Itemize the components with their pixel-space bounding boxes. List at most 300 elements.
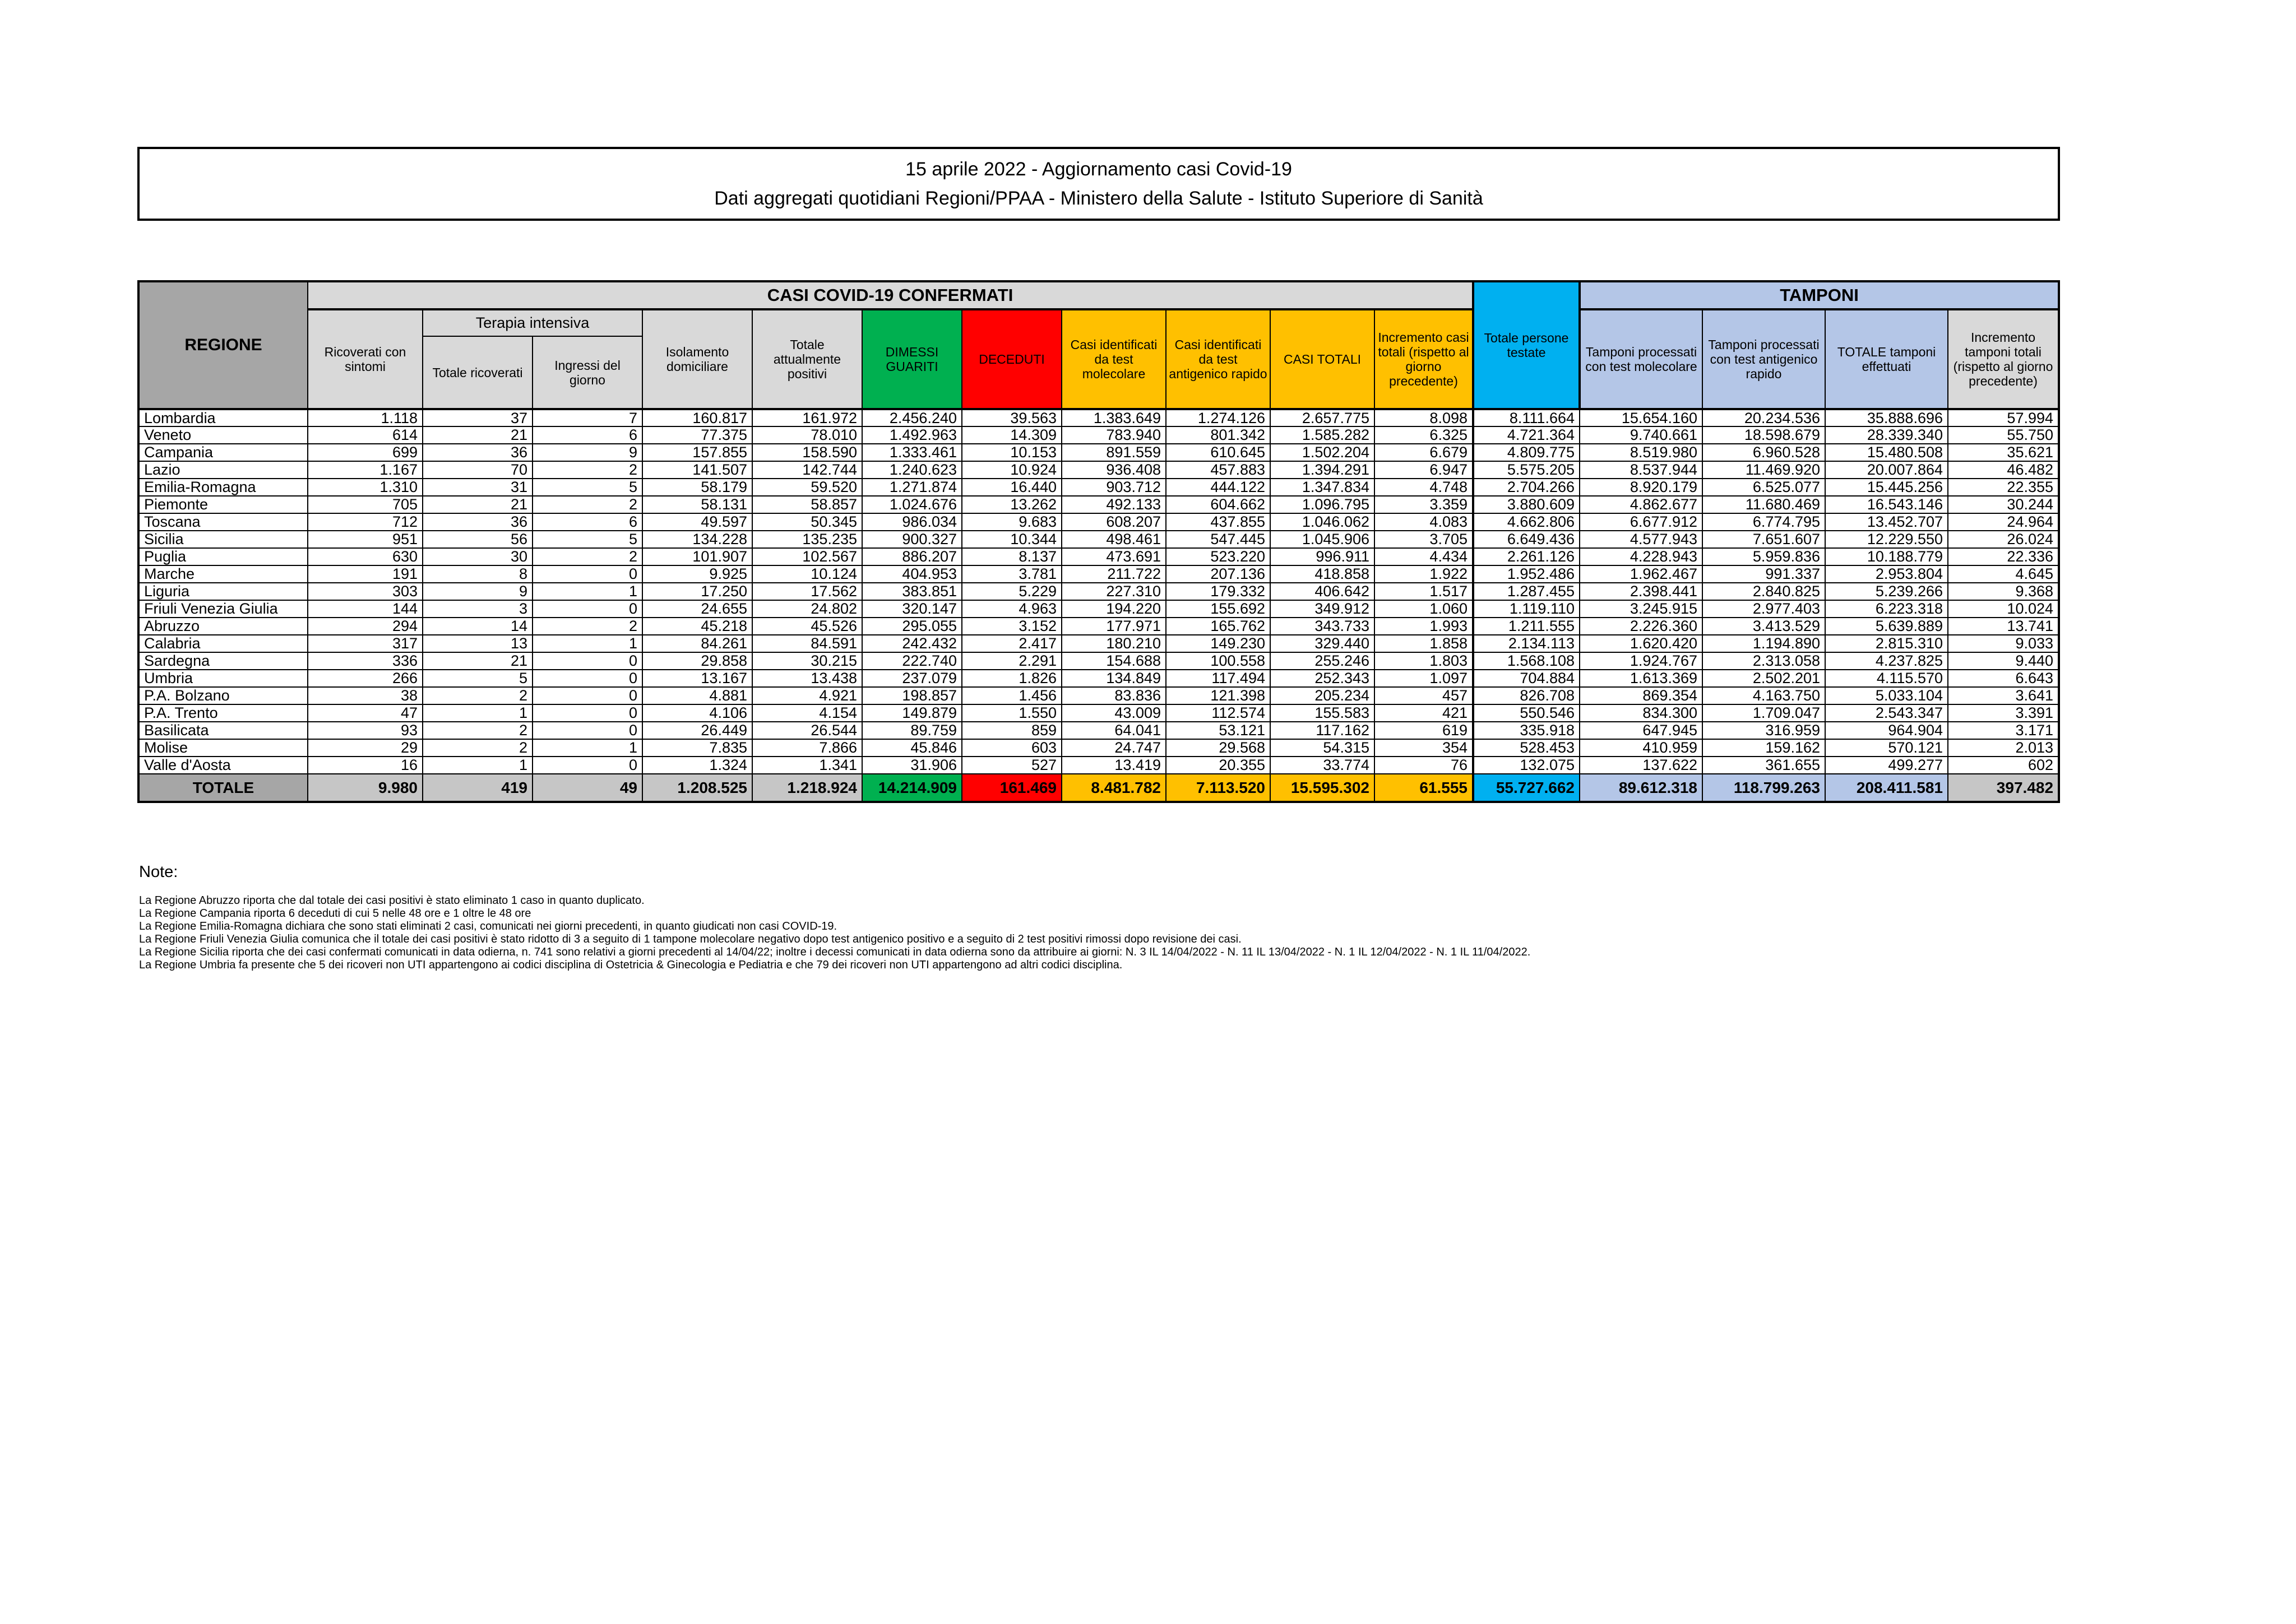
value-cell: 4.748 <box>1374 479 1473 496</box>
value-cell: 418.858 <box>1270 565 1374 583</box>
value-cell: 4.577.943 <box>1580 531 1702 548</box>
value-cell: 10.124 <box>752 565 862 583</box>
region-name: Sicilia <box>138 531 308 548</box>
value-cell: 2.226.360 <box>1580 618 1702 635</box>
value-cell: 406.642 <box>1270 583 1374 600</box>
value-cell: 9.368 <box>1948 583 2059 600</box>
value-cell: 801.342 <box>1166 426 1270 444</box>
value-cell: 4.083 <box>1374 513 1473 531</box>
value-cell: 2.417 <box>962 635 1062 652</box>
value-cell: 1.568.108 <box>1473 652 1580 670</box>
col-header-totale-tamponi: TOTALE tamponi effettuati <box>1825 309 1948 409</box>
value-cell: 317 <box>308 635 423 652</box>
value-cell: 1.517 <box>1374 583 1473 600</box>
value-cell: 180.210 <box>1062 635 1166 652</box>
value-cell: 1.119.110 <box>1473 600 1580 618</box>
value-cell: 102.567 <box>752 548 862 565</box>
value-cell: 712 <box>308 513 423 531</box>
value-cell: 457 <box>1374 687 1473 704</box>
value-cell: 1.492.963 <box>862 426 962 444</box>
value-cell: 45.218 <box>642 618 752 635</box>
value-cell: 36 <box>423 513 533 531</box>
value-cell: 59.520 <box>752 479 862 496</box>
value-cell: 1.962.467 <box>1580 565 1702 583</box>
value-cell: 996.911 <box>1270 548 1374 565</box>
value-cell: 1 <box>423 757 533 774</box>
value-cell: 614 <box>308 426 423 444</box>
value-cell: 208.411.581 <box>1825 774 1948 802</box>
table-row <box>138 565 2059 583</box>
value-cell: 1.922 <box>1374 565 1473 583</box>
value-cell: 404.953 <box>862 565 962 583</box>
value-cell: 207.136 <box>1166 565 1270 583</box>
value-cell: 35.621 <box>1948 444 2059 461</box>
value-cell: 619 <box>1374 722 1473 739</box>
value-cell: 7.651.607 <box>1702 531 1825 548</box>
value-cell: 2.977.403 <box>1702 600 1825 618</box>
value-cell: 89.612.318 <box>1580 774 1702 802</box>
value-cell: 397.482 <box>1948 774 2059 802</box>
value-cell: 0 <box>533 670 642 687</box>
value-cell: 56 <box>423 531 533 548</box>
value-cell: 118.799.263 <box>1702 774 1825 802</box>
value-cell: 6.643 <box>1948 670 2059 687</box>
table-row <box>138 496 2059 513</box>
value-cell: 14 <box>423 618 533 635</box>
region-name: Sardegna <box>138 652 308 670</box>
value-cell: 54.315 <box>1270 739 1374 757</box>
table-row <box>138 426 2059 444</box>
note-line: La Regione Emilia-Romagna dichiara che sono stati eliminati 2 casi, comunicati nei giorni precedenti, in quanto giudicati non casi COVID-19. <box>139 920 837 932</box>
value-cell: 24.802 <box>752 600 862 618</box>
value-cell: 50.345 <box>752 513 862 531</box>
value-cell: 38 <box>308 687 423 704</box>
value-cell: 17.562 <box>752 583 862 600</box>
col-header-dimessi-guariti: DIMESSI GUARITI <box>862 309 962 409</box>
value-cell: 3.391 <box>1948 704 2059 722</box>
value-cell: 3.880.609 <box>1473 496 1580 513</box>
value-cell: 26.024 <box>1948 531 2059 548</box>
value-cell: 2.657.775 <box>1270 409 1374 426</box>
value-cell: 4.963 <box>962 600 1062 618</box>
value-cell: 22.355 <box>1948 479 2059 496</box>
region-name: Toscana <box>138 513 308 531</box>
value-cell: 1.274.126 <box>1166 409 1270 426</box>
value-cell: 5.239.266 <box>1825 583 1948 600</box>
value-cell: 1.287.455 <box>1473 583 1580 600</box>
value-cell: 159.162 <box>1702 739 1825 757</box>
value-cell: 11.469.920 <box>1702 461 1825 479</box>
table-body <box>138 409 2059 802</box>
value-cell: 6 <box>533 513 642 531</box>
value-cell: 141.507 <box>642 461 752 479</box>
value-cell: 177.971 <box>1062 618 1166 635</box>
value-cell: 14.309 <box>962 426 1062 444</box>
col-header-persone-testate: Totale persone testate <box>1473 281 1580 409</box>
value-cell: 1.118 <box>308 409 423 426</box>
value-cell: 3.781 <box>962 565 1062 583</box>
value-cell: 1.952.486 <box>1473 565 1580 583</box>
col-header-incremento-tamponi: Incremento tamponi totali (rispetto al giorno precedente) <box>1948 309 2059 409</box>
value-cell: 2 <box>423 722 533 739</box>
value-cell: 144 <box>308 600 423 618</box>
value-cell: 3.413.529 <box>1702 618 1825 635</box>
value-cell: 3 <box>423 600 533 618</box>
value-cell: 26.449 <box>642 722 752 739</box>
value-cell: 191 <box>308 565 423 583</box>
region-name: Lazio <box>138 461 308 479</box>
value-cell: 24.964 <box>1948 513 2059 531</box>
value-cell: 608.207 <box>1062 513 1166 531</box>
value-cell: 222.740 <box>862 652 962 670</box>
value-cell: 84.261 <box>642 635 752 652</box>
region-name: Valle d'Aosta <box>138 757 308 774</box>
value-cell: 4.115.570 <box>1825 670 1948 687</box>
value-cell: 2.840.825 <box>1702 583 1825 600</box>
value-cell: 161.469 <box>962 774 1062 802</box>
region-name: P.A. Trento <box>138 704 308 722</box>
value-cell: 383.851 <box>862 583 962 600</box>
value-cell: 1.347.834 <box>1270 479 1374 496</box>
value-cell: 211.722 <box>1062 565 1166 583</box>
value-cell: 421 <box>1374 704 1473 722</box>
value-cell: 2.502.201 <box>1702 670 1825 687</box>
value-cell: 134.228 <box>642 531 752 548</box>
value-cell: 31.906 <box>862 757 962 774</box>
value-cell: 1.613.369 <box>1580 670 1702 687</box>
value-cell: 55.727.662 <box>1473 774 1580 802</box>
value-cell: 205.234 <box>1270 687 1374 704</box>
value-cell: 1.310 <box>308 479 423 496</box>
value-cell: 8.920.179 <box>1580 479 1702 496</box>
table-row <box>138 479 2059 496</box>
value-cell: 252.343 <box>1270 670 1374 687</box>
value-cell: 13.262 <box>962 496 1062 513</box>
value-cell: 21 <box>423 496 533 513</box>
value-cell: 36 <box>423 444 533 461</box>
table-row <box>138 513 2059 531</box>
value-cell: 410.959 <box>1580 739 1702 757</box>
value-cell: 699 <box>308 444 423 461</box>
col-header-tamponi-molecolare: Tamponi processati con test molecolare <box>1580 309 1702 409</box>
value-cell: 15.445.256 <box>1825 479 1948 496</box>
value-cell: 2 <box>533 461 642 479</box>
value-cell: 0 <box>533 722 642 739</box>
value-cell: 20.355 <box>1166 757 1270 774</box>
value-cell: 1.826 <box>962 670 1062 687</box>
value-cell: 5.639.889 <box>1825 618 1948 635</box>
value-cell: 1.240.623 <box>862 461 962 479</box>
value-cell: 2.815.310 <box>1825 635 1948 652</box>
value-cell: 3.641 <box>1948 687 2059 704</box>
value-cell: 9.683 <box>962 513 1062 531</box>
value-cell: 9.440 <box>1948 652 2059 670</box>
value-cell: 1.803 <box>1374 652 1473 670</box>
value-cell: 4.881 <box>642 687 752 704</box>
table-row <box>138 444 2059 461</box>
note-line: La Regione Friuli Venezia Giulia comunica che il totale dei casi positivi è stato ridotto di 3 a seguito di 1 tampone molecolare negativo dopo test antigenico positivo e a seguito di 2 test positivi rimossi dopo revisione dei casi. <box>139 933 1242 945</box>
value-cell: 4.809.775 <box>1473 444 1580 461</box>
value-cell: 2 <box>533 496 642 513</box>
table-row <box>138 409 2059 426</box>
value-cell: 457.883 <box>1166 461 1270 479</box>
value-cell: 9.033 <box>1948 635 2059 652</box>
table-row <box>138 600 2059 618</box>
value-cell: 76 <box>1374 757 1473 774</box>
value-cell: 3.359 <box>1374 496 1473 513</box>
value-cell: 647.945 <box>1580 722 1702 739</box>
value-cell: 0 <box>533 704 642 722</box>
value-cell: 16 <box>308 757 423 774</box>
value-cell: 101.907 <box>642 548 752 565</box>
value-cell: 142.744 <box>752 461 862 479</box>
col-header-casi-antigenico: Casi identificati da test antigenico rapido <box>1166 309 1270 409</box>
value-cell: 1.550 <box>962 704 1062 722</box>
value-cell: 834.300 <box>1580 704 1702 722</box>
value-cell: 4.662.806 <box>1473 513 1580 531</box>
value-cell: 6 <box>533 426 642 444</box>
value-cell: 14.214.909 <box>862 774 962 802</box>
value-cell: 498.461 <box>1062 531 1166 548</box>
region-name: Calabria <box>138 635 308 652</box>
col-header-tamponi-antigenico: Tamponi processati con test antigenico rapido <box>1702 309 1825 409</box>
table-row <box>138 739 2059 757</box>
value-cell: 16.440 <box>962 479 1062 496</box>
value-cell: 10.344 <box>962 531 1062 548</box>
value-cell: 419 <box>423 774 533 802</box>
value-cell: 0 <box>533 652 642 670</box>
table-row <box>138 548 2059 565</box>
value-cell: 361.655 <box>1702 757 1825 774</box>
col-header-casi-totali: CASI TOTALI <box>1270 309 1374 409</box>
value-cell: 2 <box>423 739 533 757</box>
value-cell: 39.563 <box>962 409 1062 426</box>
value-cell: 29 <box>308 739 423 757</box>
table-header <box>138 281 2059 409</box>
value-cell: 13 <box>423 635 533 652</box>
col-header-ricoverati: Ricoverati con sintomi <box>308 309 423 409</box>
value-cell: 45.846 <box>862 739 962 757</box>
value-cell: 354 <box>1374 739 1473 757</box>
value-cell: 1.502.204 <box>1270 444 1374 461</box>
value-cell: 121.398 <box>1166 687 1270 704</box>
value-cell: 160.817 <box>642 409 752 426</box>
value-cell: 26.544 <box>752 722 862 739</box>
value-cell: 547.445 <box>1166 531 1270 548</box>
value-cell: 255.246 <box>1270 652 1374 670</box>
value-cell: 1 <box>533 739 642 757</box>
value-cell: 316.959 <box>1702 722 1825 739</box>
value-cell: 30.215 <box>752 652 862 670</box>
value-cell: 64.041 <box>1062 722 1166 739</box>
value-cell: 53.121 <box>1166 722 1270 739</box>
value-cell: 8.098 <box>1374 409 1473 426</box>
value-cell: 2.543.347 <box>1825 704 1948 722</box>
value-cell: 4.434 <box>1374 548 1473 565</box>
value-cell: 35.888.696 <box>1825 409 1948 426</box>
value-cell: 1 <box>533 583 642 600</box>
value-cell: 6.679 <box>1374 444 1473 461</box>
region-name: Lombardia <box>138 409 308 426</box>
value-cell: 5.959.836 <box>1702 548 1825 565</box>
region-name: Umbria <box>138 670 308 687</box>
value-cell: 1.383.649 <box>1062 409 1166 426</box>
value-cell: 13.419 <box>1062 757 1166 774</box>
col-header-ingressi-giorno: Ingressi del giorno <box>533 336 642 409</box>
value-cell: 329.440 <box>1270 635 1374 652</box>
value-cell: 6.649.436 <box>1473 531 1580 548</box>
value-cell: 135.235 <box>752 531 862 548</box>
value-cell: 704.884 <box>1473 670 1580 687</box>
value-cell: 8.481.782 <box>1062 774 1166 802</box>
value-cell: 1.060 <box>1374 600 1473 618</box>
value-cell: 10.924 <box>962 461 1062 479</box>
note-line: La Regione Campania riporta 6 deceduti di cui 5 nelle 48 ore e 1 oltre le 48 ore <box>139 907 531 920</box>
note-line: La Regione Umbria fa presente che 5 dei ricoveri non UTI appartengono ai codici disciplina di Ostetricia & Ginecologia e Pediatria e che 79 dei ricoveri non UTI appartengono ad altri codici disciplina. <box>139 959 1123 971</box>
value-cell: 57.994 <box>1948 409 2059 426</box>
table-row <box>138 687 2059 704</box>
value-cell: 15.595.302 <box>1270 774 1374 802</box>
value-cell: 21 <box>423 426 533 444</box>
value-cell: 16.543.146 <box>1825 496 1948 513</box>
value-cell: 1.096.795 <box>1270 496 1374 513</box>
region-name: Veneto <box>138 426 308 444</box>
value-cell: 134.849 <box>1062 670 1166 687</box>
value-cell: 161.972 <box>752 409 862 426</box>
value-cell: 49 <box>533 774 642 802</box>
value-cell: 951 <box>308 531 423 548</box>
total-row <box>138 774 2059 802</box>
value-cell: 1.218.924 <box>752 774 862 802</box>
value-cell: 473.691 <box>1062 548 1166 565</box>
value-cell: 1.394.291 <box>1270 461 1374 479</box>
value-cell: 0 <box>533 757 642 774</box>
value-cell: 523.220 <box>1166 548 1270 565</box>
value-cell: 9 <box>533 444 642 461</box>
value-cell: 900.327 <box>862 531 962 548</box>
value-cell: 227.310 <box>1062 583 1166 600</box>
value-cell: 2.456.240 <box>862 409 962 426</box>
table-row <box>138 704 2059 722</box>
value-cell: 9.740.661 <box>1580 426 1702 444</box>
col-header-regione: REGIONE <box>138 281 308 409</box>
value-cell: 570.121 <box>1825 739 1948 757</box>
value-cell: 5.229 <box>962 583 1062 600</box>
group-header-tamponi: TAMPONI <box>1580 281 2059 309</box>
value-cell: 527 <box>962 757 1062 774</box>
value-cell: 1.924.767 <box>1580 652 1702 670</box>
value-cell: 84.591 <box>752 635 862 652</box>
value-cell: 4.163.750 <box>1702 687 1825 704</box>
table-row <box>138 583 2059 600</box>
value-cell: 10.153 <box>962 444 1062 461</box>
value-cell: 155.692 <box>1166 600 1270 618</box>
value-cell: 149.230 <box>1166 635 1270 652</box>
value-cell: 29.568 <box>1166 739 1270 757</box>
value-cell: 826.708 <box>1473 687 1580 704</box>
value-cell: 7.113.520 <box>1166 774 1270 802</box>
value-cell: 2.134.113 <box>1473 635 1580 652</box>
value-cell: 343.733 <box>1270 618 1374 635</box>
value-cell: 1.211.555 <box>1473 618 1580 635</box>
value-cell: 1.167 <box>308 461 423 479</box>
value-cell: 37 <box>423 409 533 426</box>
group-header-terapia-intensiva: Terapia intensiva <box>423 309 642 336</box>
value-cell: 6.947 <box>1374 461 1473 479</box>
value-cell: 112.574 <box>1166 704 1270 722</box>
value-cell: 8.519.980 <box>1580 444 1702 461</box>
value-cell: 5 <box>533 479 642 496</box>
value-cell: 8.111.664 <box>1473 409 1580 426</box>
value-cell: 58.179 <box>642 479 752 496</box>
value-cell: 58.131 <box>642 496 752 513</box>
value-cell: 1.341 <box>752 757 862 774</box>
value-cell: 20.234.536 <box>1702 409 1825 426</box>
total-label: TOTALE <box>138 774 308 802</box>
region-name: Emilia-Romagna <box>138 479 308 496</box>
value-cell: 8.537.944 <box>1580 461 1702 479</box>
value-cell: 1.858 <box>1374 635 1473 652</box>
value-cell: 2.013 <box>1948 739 2059 757</box>
value-cell: 5 <box>533 531 642 548</box>
value-cell: 891.559 <box>1062 444 1166 461</box>
value-cell: 964.904 <box>1825 722 1948 739</box>
region-name: Liguria <box>138 583 308 600</box>
value-cell: 45.526 <box>752 618 862 635</box>
value-cell: 2.953.804 <box>1825 565 1948 583</box>
value-cell: 30.244 <box>1948 496 2059 513</box>
value-cell: 1.208.525 <box>642 774 752 802</box>
table-row <box>138 618 2059 635</box>
value-cell: 3.171 <box>1948 722 2059 739</box>
value-cell: 13.438 <box>752 670 862 687</box>
table-row <box>138 670 2059 687</box>
value-cell: 21 <box>423 652 533 670</box>
value-cell: 3.245.915 <box>1580 600 1702 618</box>
value-cell: 4.237.825 <box>1825 652 1948 670</box>
value-cell: 58.857 <box>752 496 862 513</box>
value-cell: 5.575.205 <box>1473 461 1580 479</box>
value-cell: 13.167 <box>642 670 752 687</box>
value-cell: 117.162 <box>1270 722 1374 739</box>
value-cell: 6.960.528 <box>1702 444 1825 461</box>
value-cell: 2.704.266 <box>1473 479 1580 496</box>
value-cell: 18.598.679 <box>1702 426 1825 444</box>
value-cell: 903.712 <box>1062 479 1166 496</box>
table-row <box>138 757 2059 774</box>
value-cell: 604.662 <box>1166 496 1270 513</box>
value-cell: 1.271.874 <box>862 479 962 496</box>
region-name: Piemonte <box>138 496 308 513</box>
value-cell: 155.583 <box>1270 704 1374 722</box>
value-cell: 7.835 <box>642 739 752 757</box>
value-cell: 859 <box>962 722 1062 739</box>
value-cell: 783.940 <box>1062 426 1166 444</box>
value-cell: 991.337 <box>1702 565 1825 583</box>
value-cell: 550.546 <box>1473 704 1580 722</box>
value-cell: 1 <box>533 635 642 652</box>
value-cell: 266 <box>308 670 423 687</box>
value-cell: 603 <box>962 739 1062 757</box>
value-cell: 444.122 <box>1166 479 1270 496</box>
value-cell: 2.313.058 <box>1702 652 1825 670</box>
value-cell: 0 <box>533 600 642 618</box>
value-cell: 242.432 <box>862 635 962 652</box>
value-cell: 100.558 <box>1166 652 1270 670</box>
value-cell: 4.228.943 <box>1580 548 1702 565</box>
value-cell: 10.188.779 <box>1825 548 1948 565</box>
value-cell: 1.993 <box>1374 618 1473 635</box>
